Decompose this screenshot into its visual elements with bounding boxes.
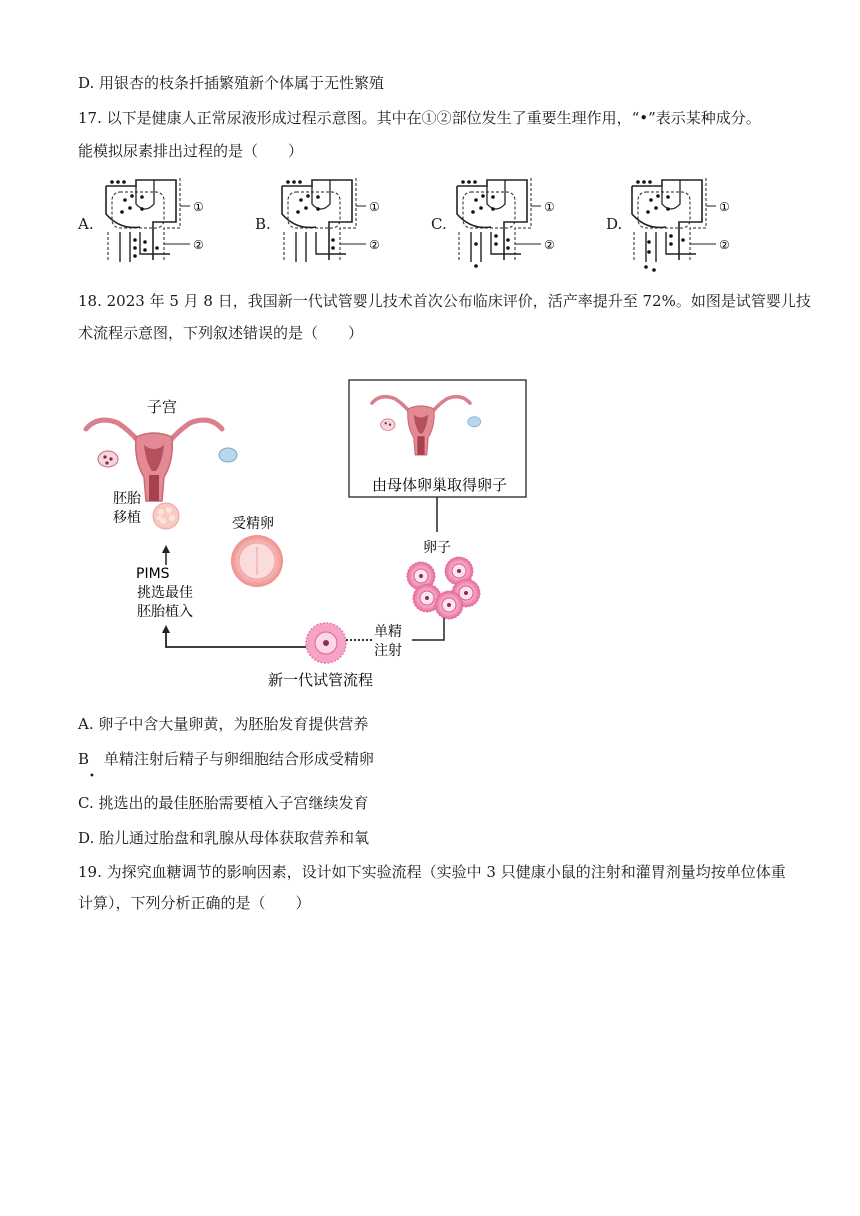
marker-2: ② [544, 238, 555, 252]
q18-option-c[interactable]: C. 挑选出的最佳胚胎需要植入子宫继续发育 [78, 794, 369, 812]
arrow-up-icon [162, 545, 170, 565]
q17-stem-line1: 17. 以下是健康人正常尿液形成过程示意图。其中在①②部位发生了重要生理作用，“•”表示某种成分。 [78, 109, 761, 127]
transfer-line1: 胚胎 [113, 491, 141, 507]
egg-cluster [407, 557, 480, 619]
q17-stem-line2: 能模拟尿素排出过程的是（ ） [78, 142, 304, 160]
embryo-icon [153, 503, 179, 529]
q18-option-b[interactable] [78, 749, 374, 769]
fertilized-egg-icon [231, 535, 283, 587]
egg-label: 卵子 [423, 540, 451, 556]
uterus-illustration [86, 420, 237, 501]
q18-stem-line1: 18. 2023 年 5 月 8 日，我国新一代试管婴儿技术首次公布临床评价，活产率提升至 72%。如图是试管婴儿技 [78, 292, 811, 310]
marker-1: ① [193, 200, 204, 214]
marker-2: ② [193, 238, 204, 252]
q17-nephron-diagrams [0, 0, 860, 290]
injection-line2: 注射 [374, 643, 402, 659]
nephron-diagram-c [457, 178, 555, 268]
q17-option-a[interactable]: A. [78, 215, 94, 233]
q18-option-b-letter: B [78, 750, 90, 768]
q18-option-d[interactable]: D. 胎儿通过胎盘和乳腺从母体获取营养和氧 [78, 829, 370, 847]
ivf-flow-figure [0, 360, 860, 700]
nephron-diagram-d [632, 178, 730, 272]
injection-egg-icon [306, 623, 346, 663]
marker-1: ① [369, 200, 380, 214]
q18-stem-line2: 术流程示意图，下列叙述错误的是（ ） [78, 324, 364, 342]
q19-stem-line1: 19. 为探究血糖调节的影响因素，设计如下实验流程（实验中 3 只健康小鼠的注射和灌胃剂量均按单位体重 [78, 863, 786, 881]
box-caption: 由母体卵巢取得卵子 [372, 476, 508, 494]
nephron-diagram-b [282, 178, 380, 262]
pims-line3: 胚胎植入 [137, 604, 193, 620]
marker-2: ② [719, 238, 730, 252]
q18-option-a[interactable]: A. 卵子中含大量卵黄，为胚胎发育提供营养 [78, 715, 369, 733]
transfer-line2: 移植 [113, 510, 141, 526]
q17-option-b[interactable]: B. [255, 215, 271, 233]
pims-line1: PIMS [136, 566, 170, 582]
fertilized-egg-label: 受精卵 [232, 516, 274, 532]
q18-option-b-text: 单精注射后精子与卵细胞结合形成受精卵 [103, 750, 374, 768]
injection-line1: 单精 [374, 624, 402, 640]
q16-option-d: D. 用银杏的枝条扦插繁殖新个体属于无性繁殖 [78, 74, 385, 92]
marker-1: ① [719, 200, 730, 214]
b-dot-mark: • [89, 771, 95, 782]
pims-line2: 挑选最佳 [137, 585, 193, 601]
q17-option-c[interactable]: C. [431, 215, 447, 233]
marker-1: ① [544, 200, 555, 214]
nephron-diagram-a [106, 178, 204, 262]
flow-caption: 新一代试管流程 [268, 671, 374, 689]
uterus-label: 子宫 [147, 398, 178, 416]
q17-option-d[interactable]: D. [606, 215, 623, 233]
marker-2: ② [369, 238, 380, 252]
q19-stem-line2: 计算），下列分析正确的是（ ） [78, 894, 311, 912]
flow-arrow-left [162, 625, 306, 647]
